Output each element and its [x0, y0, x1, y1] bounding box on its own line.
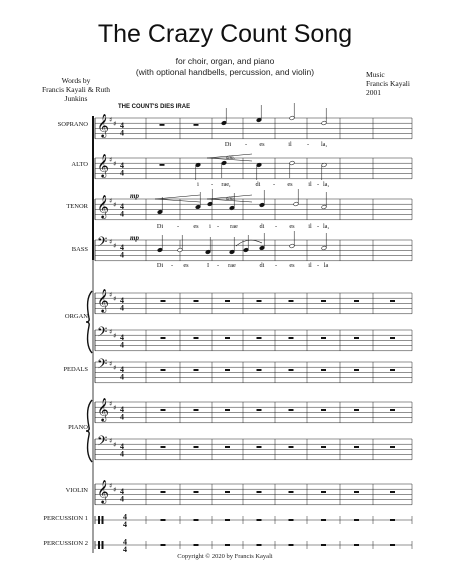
whole-rest-icon — [390, 544, 395, 546]
organ-brace — [86, 291, 92, 353]
time-signature-bottom: 4 — [120, 303, 124, 313]
sharp-icon: ♯ — [109, 400, 113, 408]
whole-rest-icon — [390, 337, 395, 339]
whole-rest-icon — [225, 409, 230, 411]
time-signature-top: 4 — [120, 441, 124, 451]
lyric-syllable: es — [289, 262, 295, 269]
time-signature-top: 4 — [120, 332, 124, 342]
rest-icon — [160, 164, 165, 166]
bass-clef-icon: 𝄢 — [97, 234, 108, 253]
whole-rest-icon — [257, 337, 262, 339]
time-signature-bottom: 4 — [120, 209, 124, 219]
whole-rest-icon — [225, 491, 230, 493]
whole-rest-icon — [390, 519, 395, 521]
whole-rest-icon — [194, 337, 199, 339]
rest-icon — [194, 124, 199, 126]
whole-rest-icon — [390, 409, 395, 411]
piano-brace — [86, 400, 92, 462]
whole-rest-icon — [354, 409, 359, 411]
sharp-icon: ♯ — [109, 238, 113, 246]
whole-rest-icon — [194, 446, 199, 448]
whole-rest-icon — [289, 544, 294, 546]
staff-label: SOPRANO — [57, 121, 88, 128]
time-signature-bottom: 4 — [123, 545, 127, 554]
words-label: Words by — [61, 76, 91, 85]
staff — [95, 397, 412, 423]
staff — [95, 324, 412, 351]
copyright-notice: Copyright © 2020 by Francis Kayali — [177, 553, 273, 560]
lyric-syllable: i — [197, 181, 199, 188]
staff-label: PIANO — [68, 424, 88, 431]
lyric-syllable: la, — [320, 141, 328, 148]
notes-layer — [157, 103, 395, 546]
treble-clef-icon: 𝄞 — [97, 397, 109, 421]
lyric-syllable: - — [216, 223, 220, 230]
time-signature-bottom: 4 — [120, 372, 124, 382]
lyric-syllable: di — [259, 262, 265, 269]
whole-rest-icon — [194, 409, 199, 411]
whole-rest-icon — [161, 519, 166, 521]
lyric-syllable: - — [316, 262, 320, 269]
lyric-syllable: es — [193, 223, 199, 230]
music-label: Music — [366, 70, 385, 79]
sharp-icon: ♯ — [109, 197, 113, 205]
whole-rest-icon — [225, 544, 230, 546]
whole-rest-icon — [289, 409, 294, 411]
time-signature-bottom: 4 — [120, 250, 124, 260]
treble-clef-icon: 𝄞 — [97, 479, 109, 503]
lyric-syllable: - — [216, 262, 220, 269]
staff-label: BASS — [71, 246, 88, 253]
dynamic-mp: mp — [130, 234, 139, 242]
whole-rest-icon — [257, 446, 262, 448]
whole-rest-icon — [321, 369, 326, 371]
lyric-syllable: il — [308, 223, 312, 230]
lyric-syllable: es — [287, 181, 293, 188]
lyric-syllable: di — [255, 181, 261, 188]
whole-rest-icon — [225, 369, 230, 371]
lyric-syllable: Di — [156, 223, 164, 230]
lyric-syllable: - — [176, 223, 180, 230]
staff — [95, 288, 412, 314]
whole-rest-icon — [225, 519, 230, 521]
whole-rest-icon — [225, 337, 230, 339]
whole-rest-icon — [289, 300, 294, 302]
time-signature-bottom: 4 — [120, 449, 124, 459]
music-composer: Francis Kayali — [366, 79, 410, 88]
lyric-syllable: - — [306, 141, 310, 148]
staff — [95, 153, 412, 179]
lyric-syllable: es — [289, 223, 295, 230]
staff-label: TENOR — [66, 203, 88, 210]
whole-rest-icon — [194, 369, 199, 371]
lyric-syllable: il — [288, 141, 292, 148]
whole-rest-icon — [354, 337, 359, 339]
treble-clef-icon: 𝄞 — [97, 153, 109, 177]
whole-rest-icon — [194, 544, 199, 546]
whole-rest-icon — [161, 300, 166, 302]
whole-rest-icon — [194, 519, 199, 521]
whole-rest-icon — [289, 369, 294, 371]
whole-rest-icon — [354, 544, 359, 546]
lyric-syllable: - — [316, 181, 320, 188]
lyric-syllable: - — [170, 262, 174, 269]
words-authors: Francis Kayali & Ruth Junkins — [41, 85, 111, 103]
crescendo-icon — [155, 195, 200, 202]
time-signature-bottom: 4 — [120, 128, 124, 138]
time-signature-bottom: 4 — [120, 494, 124, 504]
sharp-icon: ♯ — [113, 404, 117, 412]
whole-rest-icon — [194, 491, 199, 493]
subtitle-instrumentation: for choir, organ, and piano — [175, 56, 275, 66]
staff — [95, 194, 412, 220]
whole-rest-icon — [321, 544, 326, 546]
dynamic-sim: sim. — [226, 196, 236, 202]
lyric-syllable: rae — [228, 262, 236, 269]
sharp-icon: ♯ — [113, 242, 117, 250]
staff — [95, 538, 412, 555]
sharp-icon: ♯ — [109, 482, 113, 490]
sharp-icon: ♯ — [113, 201, 117, 209]
treble-clef-icon: 𝄞 — [97, 194, 109, 218]
sharp-icon: ♯ — [113, 120, 117, 128]
sharp-icon: ♯ — [113, 160, 117, 168]
staff — [95, 113, 412, 139]
time-signature-top: 4 — [120, 486, 124, 496]
time-signature-top: 4 — [120, 364, 124, 374]
whole-rest-icon — [321, 446, 326, 448]
whole-rest-icon — [354, 519, 359, 521]
time-signature-top: 4 — [120, 404, 124, 414]
time-signature-bottom: 4 — [120, 412, 124, 422]
percussion-clef-icon — [102, 516, 104, 524]
whole-rest-icon — [257, 409, 262, 411]
time-signature-top: 4 — [120, 120, 124, 130]
sharp-icon: ♯ — [113, 486, 117, 494]
whole-rest-icon — [161, 491, 166, 493]
whole-rest-icon — [225, 446, 230, 448]
staff — [95, 433, 412, 460]
time-signature-bottom: 4 — [120, 168, 124, 178]
whole-rest-icon — [321, 491, 326, 493]
lyric-syllable: rae, — [221, 181, 231, 188]
whole-rest-icon — [289, 519, 294, 521]
whole-rest-icon — [390, 446, 395, 448]
lyric-syllable: - — [274, 262, 278, 269]
whole-rest-icon — [321, 409, 326, 411]
lyric-syllable: Di — [224, 141, 232, 148]
lyric-syllable: Di — [156, 262, 164, 269]
lyric-syllable: la, — [322, 223, 330, 230]
staff-label: PEDALS — [63, 366, 88, 373]
whole-rest-icon — [289, 337, 294, 339]
time-signature-top: 4 — [120, 201, 124, 211]
whole-rest-icon — [161, 369, 166, 371]
time-signature-bottom: 4 — [123, 520, 127, 529]
sharp-icon: ♯ — [109, 437, 113, 445]
sharp-icon: ♯ — [113, 295, 117, 303]
whole-rest-icon — [161, 446, 166, 448]
lyric-syllable: - — [316, 223, 320, 230]
time-signature-top: 4 — [120, 242, 124, 252]
lyric-syllable: la — [323, 262, 329, 269]
whole-rest-icon — [161, 544, 166, 546]
whole-rest-icon — [321, 300, 326, 302]
lyric-syllable: - — [274, 223, 278, 230]
whole-rest-icon — [257, 519, 262, 521]
sharp-icon: ♯ — [109, 156, 113, 164]
sharp-icon: ♯ — [109, 116, 113, 124]
sharp-icon: ♯ — [109, 291, 113, 299]
whole-rest-icon — [225, 300, 230, 302]
whole-rest-icon — [354, 300, 359, 302]
whole-rest-icon — [321, 337, 326, 339]
time-signature-top: 4 — [120, 160, 124, 170]
whole-rest-icon — [194, 300, 199, 302]
lyric-syllable: di — [259, 223, 265, 230]
sharp-icon: ♯ — [113, 364, 117, 372]
treble-clef-icon: 𝄞 — [97, 113, 109, 137]
staff — [95, 513, 412, 530]
lyric-syllable: - — [244, 141, 248, 148]
lyric-syllable: es — [183, 262, 189, 269]
whole-rest-icon — [390, 491, 395, 493]
whole-rest-icon — [354, 491, 359, 493]
lyric-syllable: il — [308, 181, 312, 188]
whole-rest-icon — [289, 491, 294, 493]
dynamic-mp: mp — [130, 192, 139, 200]
lyric-syllable: es — [259, 141, 265, 148]
whole-rest-icon — [354, 369, 359, 371]
staff-layer — [86, 103, 412, 554]
time-signature-bottom: 4 — [120, 340, 124, 350]
time-signature-top: 4 — [120, 295, 124, 305]
sharp-icon: ♯ — [113, 332, 117, 340]
staff-label: PERCUSSION 2 — [43, 540, 88, 547]
lyric-syllable: I — [206, 262, 210, 269]
subtitle-optional: (with optional handbells, percussion, and violin) — [135, 67, 315, 77]
whole-rest-icon — [257, 300, 262, 302]
time-signature-top: 4 — [123, 512, 127, 522]
percussion-clef-icon — [98, 541, 100, 549]
rest-icon — [160, 124, 165, 126]
section-heading: THE COUNT'S DIES IRAE — [118, 104, 191, 110]
lyric-syllable: - — [210, 181, 214, 188]
percussion-clef-icon — [98, 516, 100, 524]
whole-rest-icon — [257, 544, 262, 546]
staff-label: PERCUSSION 1 — [43, 515, 88, 522]
whole-rest-icon — [161, 337, 166, 339]
whole-rest-icon — [390, 369, 395, 371]
bass-clef-icon: 𝄢 — [97, 324, 108, 343]
staff-label: ALTO — [71, 161, 88, 168]
lyric-syllable: la, — [322, 181, 330, 188]
music-year: 2001 — [366, 88, 381, 97]
lyric-syllable: rae — [230, 223, 238, 230]
whole-rest-icon — [161, 409, 166, 411]
whole-rest-icon — [289, 446, 294, 448]
staff-label: ORGAN — [64, 313, 88, 320]
whole-rest-icon — [257, 369, 262, 371]
staff — [95, 234, 412, 261]
sharp-icon: ♯ — [109, 360, 113, 368]
page-title: The Crazy Count Song — [97, 20, 353, 48]
lyric-syllable: il — [308, 262, 312, 269]
staff — [95, 479, 412, 505]
sharp-icon: ♯ — [109, 328, 113, 336]
time-signature-top: 4 — [123, 537, 127, 547]
bass-clef-icon: 𝄢 — [97, 433, 108, 452]
lyric-syllable: - — [272, 181, 276, 188]
whole-rest-icon — [354, 446, 359, 448]
staff-labels — [43, 121, 88, 547]
bass-clef-icon: 𝄢 — [97, 356, 108, 375]
lyric-syllable: i — [209, 223, 211, 230]
dynamic-sim: sim. — [226, 155, 236, 161]
percussion-clef-icon — [102, 541, 104, 549]
sharp-icon: ♯ — [113, 441, 117, 449]
staff — [95, 356, 412, 383]
treble-clef-icon: 𝄞 — [97, 288, 109, 312]
whole-rest-icon — [390, 300, 395, 302]
staff-label: VIOLIN — [65, 487, 88, 494]
whole-rest-icon — [257, 491, 262, 493]
whole-rest-icon — [321, 519, 326, 521]
